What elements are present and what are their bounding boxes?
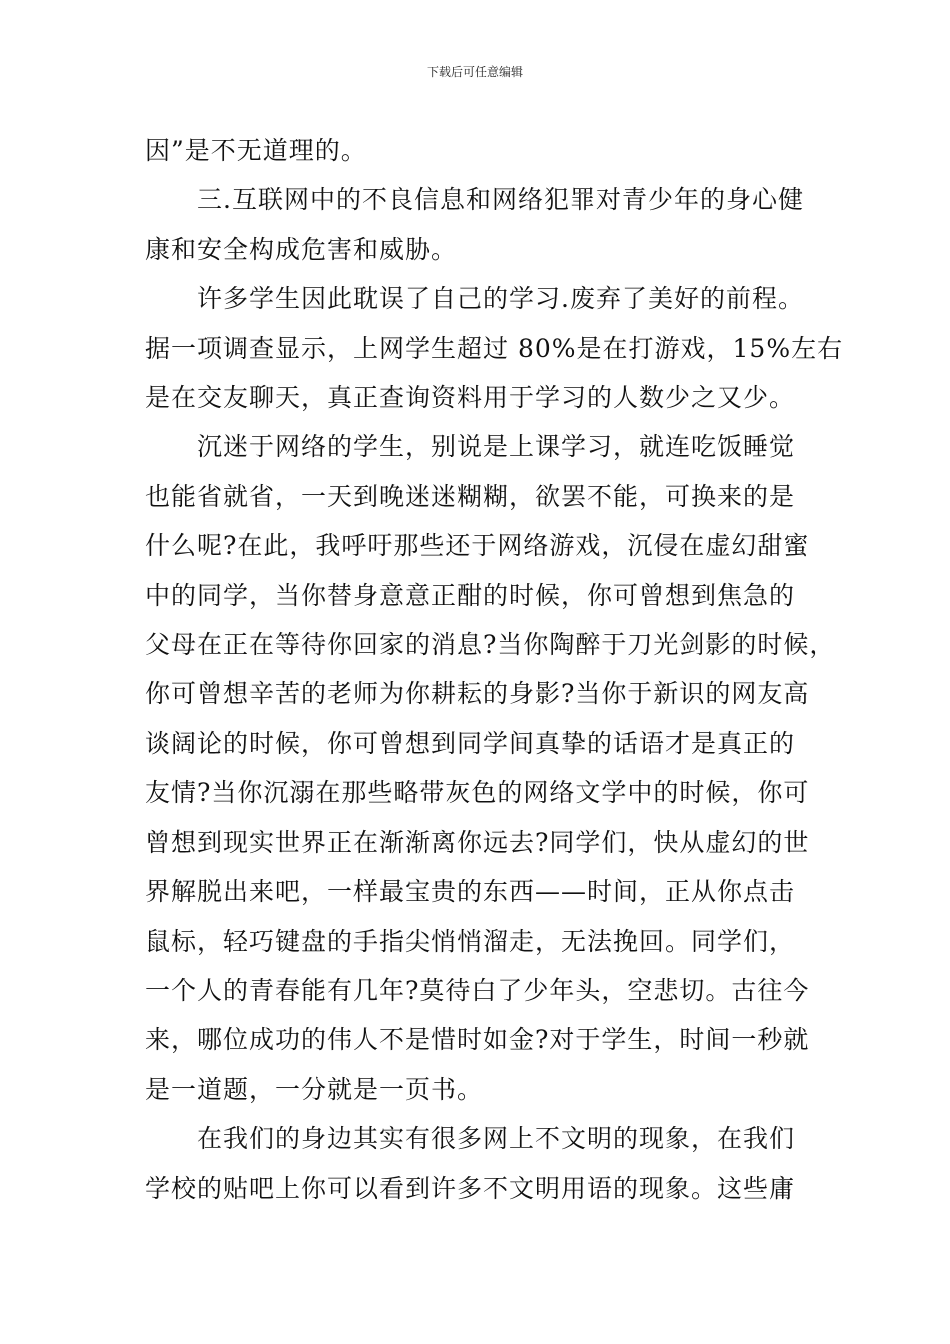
text-line: 来，哪位成功的伟人不是惜时如金?对于学生，时间一秒就: [145, 1025, 810, 1055]
document-body: [145, 126, 844, 1213]
text-line: 谈阔论的时候，你可曾想到同学间真挚的话语才是真正的: [145, 728, 796, 758]
text-line: 父母在正在等待你回家的消息?当你陶醉于刀光剑影的时候，: [145, 630, 836, 660]
text-line: 什么呢?在此，我呼吁那些还于网络游戏，沉侵在虚幻甜蜜: [145, 531, 810, 561]
text-line: 也能省就省，一天到晚迷迷糊糊，欲罢不能，可换来的是: [145, 481, 796, 511]
text-line: 在我们的身边其实有很多网上不文明的现象，在我们: [197, 1124, 796, 1154]
text-line: 三.互联网中的不良信息和网络犯罪对青少年的身心健: [197, 185, 804, 215]
text-line: 一个人的青春能有几年?莫待白了少年头，空悲切。古往今: [145, 975, 810, 1005]
text-line: 界解脱出来吧，一样最宝贵的东西——时间，正从你点击: [145, 877, 796, 907]
text-line: 你可曾想辛苦的老师为你耕耘的身影?当你于新识的网友高: [145, 679, 810, 709]
text-line: 是一道题，一分就是一页书。: [145, 1074, 484, 1104]
text-line: 许多学生因此耽误了自己的学习.废弃了美好的前程。: [197, 284, 804, 314]
text-line: 据一项调查显示，上网学生超过 80%是在打游戏，15%左右: [145, 333, 844, 363]
text-line: 因”是不无道理的。: [145, 136, 367, 165]
paragraph-4: [145, 422, 836, 1114]
paragraph-5: [145, 1114, 810, 1213]
text-line: 沉迷于网络的学生，别说是上课学习，就连吃饭睡觉: [197, 432, 796, 462]
page-header: 下载后可任意编辑: [426, 65, 523, 79]
text-line: 康和安全构成危害和威胁。: [145, 234, 458, 264]
text-line: 中的同学，当你替身意意正酣的时候，你可曾想到焦急的: [145, 580, 796, 610]
text-line: 鼠标，轻巧键盘的手指尖悄悄溜走，无法挽回。同学们，: [145, 926, 796, 956]
paragraph-2: [145, 175, 810, 274]
text-line: 学校的贴吧上你可以看到许多不文明用语的现象。这些庸: [145, 1173, 796, 1203]
text-line: 友情?当你沉溺在那些略带灰色的网络文学中的时候，你可: [145, 778, 810, 808]
text-line: 是在交友聊天，真正查询资料用于学习的人数少之又少。: [145, 383, 796, 413]
paragraph-3: [145, 274, 844, 422]
text-line: 曾想到现实世界正在渐渐离你远去?同学们，快从虚幻的世: [145, 827, 810, 857]
paragraph-1: [145, 126, 810, 175]
